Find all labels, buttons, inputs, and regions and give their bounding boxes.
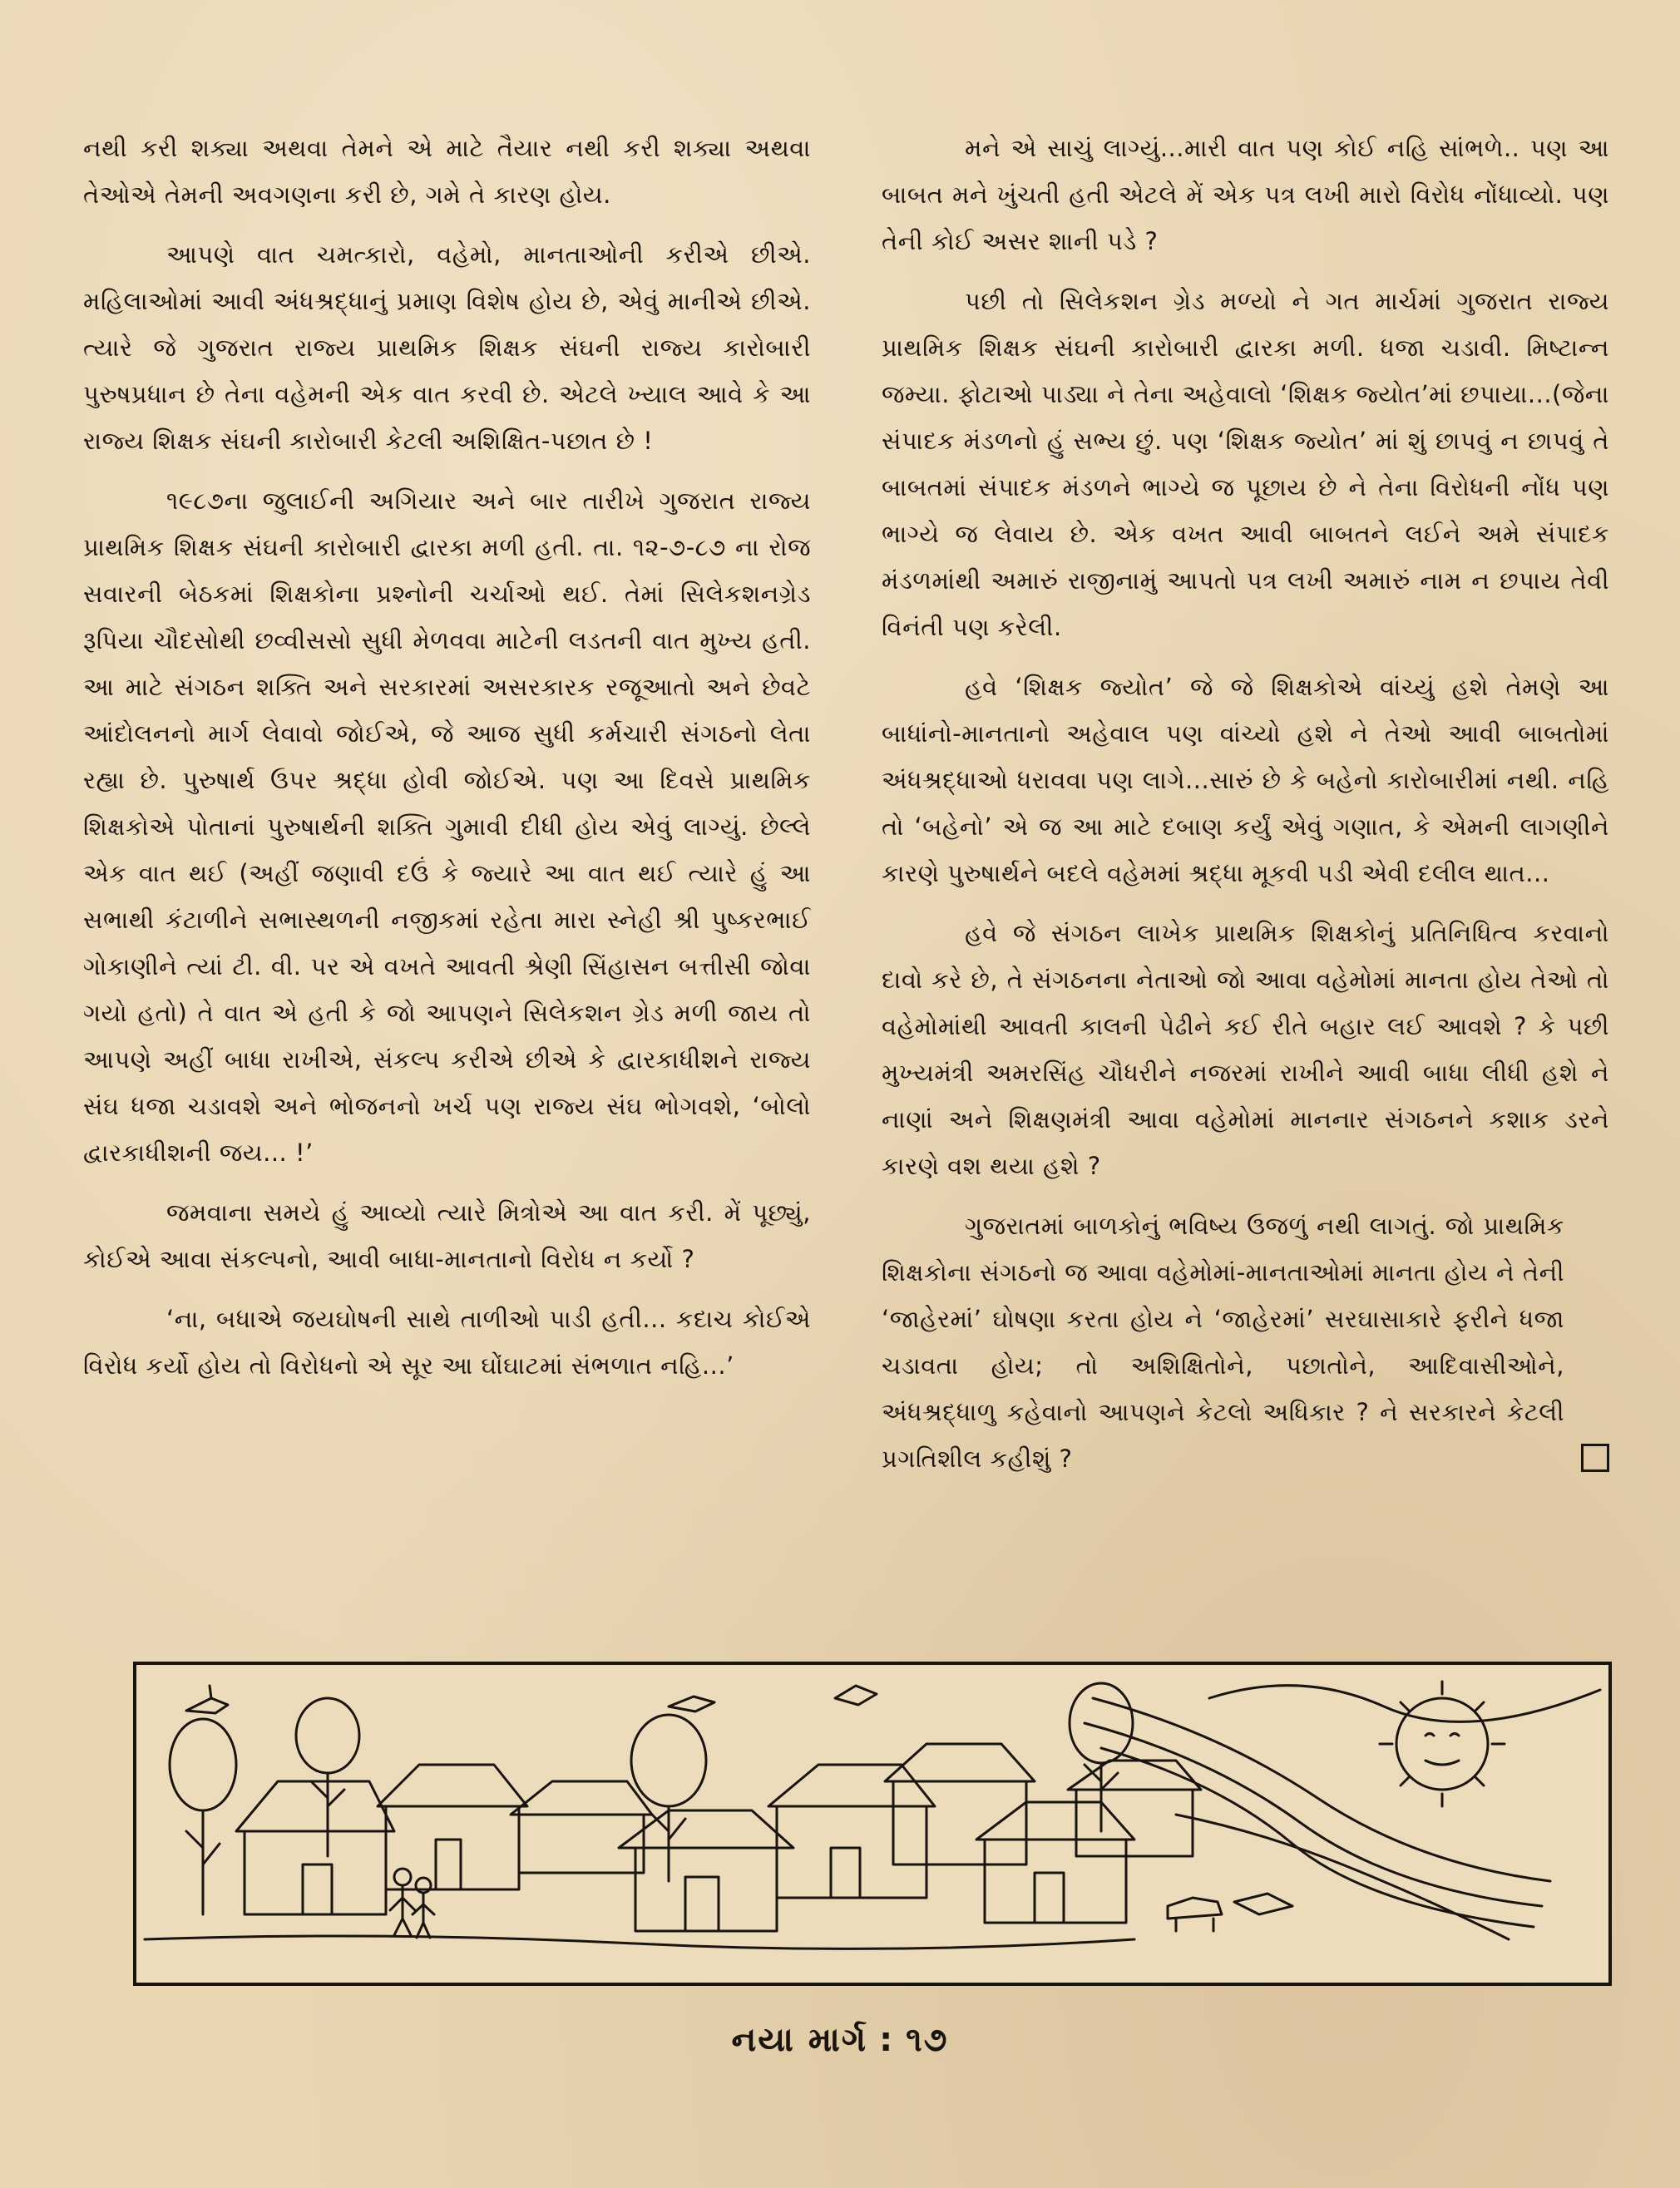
bird-icon [669, 1697, 714, 1711]
tree-icon [1070, 1683, 1133, 1831]
magazine-name: નયા માર્ગ [731, 2021, 868, 2059]
hut-icon [378, 1765, 527, 1889]
footer-separator: : [879, 2021, 895, 2059]
paragraph: આપણે વાત ચમત્કારો, વહેમો, માનતાઓની કરીએ છીએ. મહિલાઓમાં આવી અંધશ્રદ્ધાનું પ્રમાણ વિશેષ હોય છે, એવું માનીએ છીએ. ત્યારે જે ગુજરાત રાજ્ય પ્રાથમિક શિક્ષક સંઘની રાજ્ય કારોબારી પુરુષપ્રધાન છે તેના વહેમની એક વાત કરવી છે. એટલે ખ્યાલ આવે કે આ રાજ્ય શિક્ષક સંઘની કારોબારી કેટલી અશિક્ષિત-પછાત છે ! [83, 240, 811, 455]
village-illustration [133, 1662, 1612, 1986]
paragraph: નથી કરી શક્યા અથવા તેમને એ માટે તૈયાર નથી કરી શક્યા અથવા તેઓએ તેમની અવગણના કરી છે, ગમે તે કારણ હોય. [83, 134, 811, 209]
hut-icon [885, 1744, 1035, 1864]
person-icon [413, 1878, 434, 1938]
paragraph: પછી તો સિલેકશન ગ્રેડ મળ્યો ને ગત માર્ચમાં ગુજરાત રાજ્ય પ્રાથમિક શિક્ષક સંઘની કારોબારી દ્વારકા મળી. ધજા ચડાવી. મિષ્ટાન્ન જમ્યા. ફોટાઓ પાડ્યા ને તેના અહેવાલો ‘શિક્ષક જ્યોત’માં છપાયા...(જેના સંપાદક મંડળનો હું સભ્ય છું. પણ ‘શિક્ષક જ્યોત’ માં શું છાપવું ન છાપવું તે બાબતમાં સંપાદક મંડળને ભાગ્યે જ પૂછાય છે ને તેના વિરોધની નોંધ પણ ભાગ્યે જ લેવાય છે. એક વખત આવી બાબતને લઈને અમે સંપાદક મંડળમાંથી અમારું રાજીનામું આપતો પત્ર લખી અમારું નામ ન છપાય તેવી વિનંતી પણ કરેલી. [882, 287, 1609, 641]
page-footer [0, 2021, 1680, 2059]
ground-line [145, 1936, 1134, 1948]
hut-icon [1068, 1761, 1201, 1856]
bird-icon [1234, 1894, 1292, 1914]
paragraph: મને એ સાચું લાગ્યું...મારી વાત પણ કોઈ નહિ સાંભળે.. પણ આ બાબત મને ખુંચતી હતી એટલે મેં એક પત્ર લખી મારો વિરોધ નોંધાવ્યો. પણ તેની કોઈ અસર શાની પડે ? [882, 134, 1609, 255]
left-column [83, 125, 811, 1402]
hut-icon [976, 1802, 1134, 1923]
end-of-article-mark [1581, 1444, 1609, 1472]
paragraph: ‘ના, બધાએ જયઘોષની સાથે તાળીઓ પાડી હતી... કદાચ કોઈએ વિરોધ કર્યો હોય તો વિરોધનો એ સૂર આ ઘોંઘાટમાં સંભળાત નહિ...’ [83, 1305, 811, 1380]
closing-paragraph [882, 1203, 1609, 1482]
person-icon [390, 1869, 415, 1935]
hut-icon [511, 1781, 652, 1873]
animal-icon [1168, 1898, 1222, 1931]
paragraph: જમવાના સમયે હું આવ્યો ત્યારે મિત્રોએ આ વાત કરી. મેં પૂછ્યું, કોઈએ આવા સંકલ્પનો, આવી બાધા-માનતાનો વિરોધ ન કર્યો ? [83, 1198, 811, 1273]
bird-icon [186, 1686, 228, 1713]
paragraph: હવે જે સંગઠન લાખેક પ્રાથમિક શિક્ષકોનું પ્રતિનિધિત્વ કરવાનો દાવો કરે છે, તે સંગઠનના નેતાઓ જો આવા વહેમોમાં માનતા હોય તેઓ તો વહેમોમાંથી આવતી કાલની પેઢીને કઈ રીતે બહાર લઈ આવશે ? કે પછી મુખ્યમંત્રી અમરસિંહ ચૌધરીને નજરમાં રાખીને આવી બાધા લીધી હશે ને નાણાં અને શિક્ષણમંત્રી આવા વહેમોમાં માનનાર સંગઠનને કશાક ડરને કારણે વશ થયા હશે ? [882, 919, 1609, 1180]
tree-icon [170, 1719, 236, 1914]
page-number: ૧૭ [906, 2021, 949, 2059]
paragraph: ૧૯૮૭ના જુલાઈની અગિયાર અને બાર તારીખે ગુજરાત રાજ્ય પ્રાથમિક શિક્ષક સંઘની કારોબારી દ્વારકા મળી હતી. તા. ૧૨-૭-૮૭ ના રોજ સવારની બેઠકમાં શિક્ષકોના પ્રશ્નોની ચર્ચાઓ થઈ. તેમાં સિલેકશનગ્રેડ રૂપિયા ચૌદસોથી છવ્વીસસો સુધી મેળવવા માટેની લડતની વાત મુખ્ય હતી. આ માટે સંગઠન શક્તિ અને સરકારમાં અસરકારક રજૂઆતો અને છેવટે આંદોલનનો માર્ગ લેવાવો જોઈએ, જે આજ સુધી કર્મચારી સંગઠનો લેતા રહ્યા છે. પુરુષાર્થ ઉપર શ્રદ્ધા હોવી જોઈએ. પણ આ દિવસે પ્રાથમિક શિક્ષકોએ પોતાનાં પુરુષાર્થની શક્તિ ગુમાવી દીધી હોય એવું લાગ્યું. છેલ્લે એક વાત થઈ (અહીં જણાવી દઉં કે જ્યારે આ વાત થઈ ત્યારે હું આ સભાથી કંટાળીને સભાસ્થળની નજીકમાં રહેતા મારા સ્નેહી શ્રી પુષ્કરભાઈ ગોકાણીને ત્યાં ટી. વી. પર એ વખતે આવતી શ્રેણી સિંહાસન બત્તીસી જોવા ગયો હતો) તે વાત એ હતી કે જો આપણને સિલેકશન ગ્રેડ મળી જાય તો આપણે અહીં બાધા રાખીએ, સંકલ્પ કરીએ છીએ કે દ્વારકાધીશને રાજ્ય સંઘ ધજા ચડાવશે અને ભોજનનો ખર્ચ પણ રાજ્ય સંઘ ભોગવશે, ‘બોલો દ્વારકાધીશની જય... !’ [83, 486, 811, 1167]
sun-icon [1380, 1682, 1505, 1806]
village-sketch [136, 1665, 1608, 1983]
right-column [882, 125, 1609, 1495]
hut-icon [768, 1765, 935, 1898]
paragraph-text: ગુજરાતમાં બાળકોનું ભવિષ્ય ઉજળું નથી લાગતું. જો પ્રાથમિક શિક્ષકોના સંગઠનો જ આવા વહેમોમાં-માનતાઓમાં માનતા હોય ને તેની ‘જાહેરમાં’ ઘોષણા કરતા હોય ને ‘જાહેરમાં’ સરઘાસાકારે ફરીને ધજા ચડાવતા હોય; તો અશિક્ષિતોને, પછાતોને, આદિવાસીઓને, અંધશ્રદ્ધાળુ કહેવાનો આપણને કેટલો અધિકાર ? ને સરકારને કેટલી પ્રગતિશીલ કહીશું ? [882, 1212, 1564, 1473]
hut-icon [236, 1781, 394, 1914]
paragraph: હવે ‘શિક્ષક જ્યોત’ જે જે શિક્ષકોએ વાંચ્યું હશે તેમણે આ બાધાંનો-માનતાનો અહેવાલ પણ વાંચ્યો હશે ને તેઓ આવી બાબતોમાં અંધશ્રદ્ધાઓ ધરાવવા પણ લાગે...સારું છે કે બહેનો કારોબારીમાં નથી. નહિ તો ‘બહેનો’ એ જ આ માટે દબાણ કર્યું એવું ગણાત, કે એમની લાગણીને કારણે પુરુષાર્થને બદલે વહેમમાં શ્રદ્ધા મૂકવી પડી એવી દલીલ થાત... [882, 673, 1609, 887]
bird-icon [835, 1686, 877, 1705]
